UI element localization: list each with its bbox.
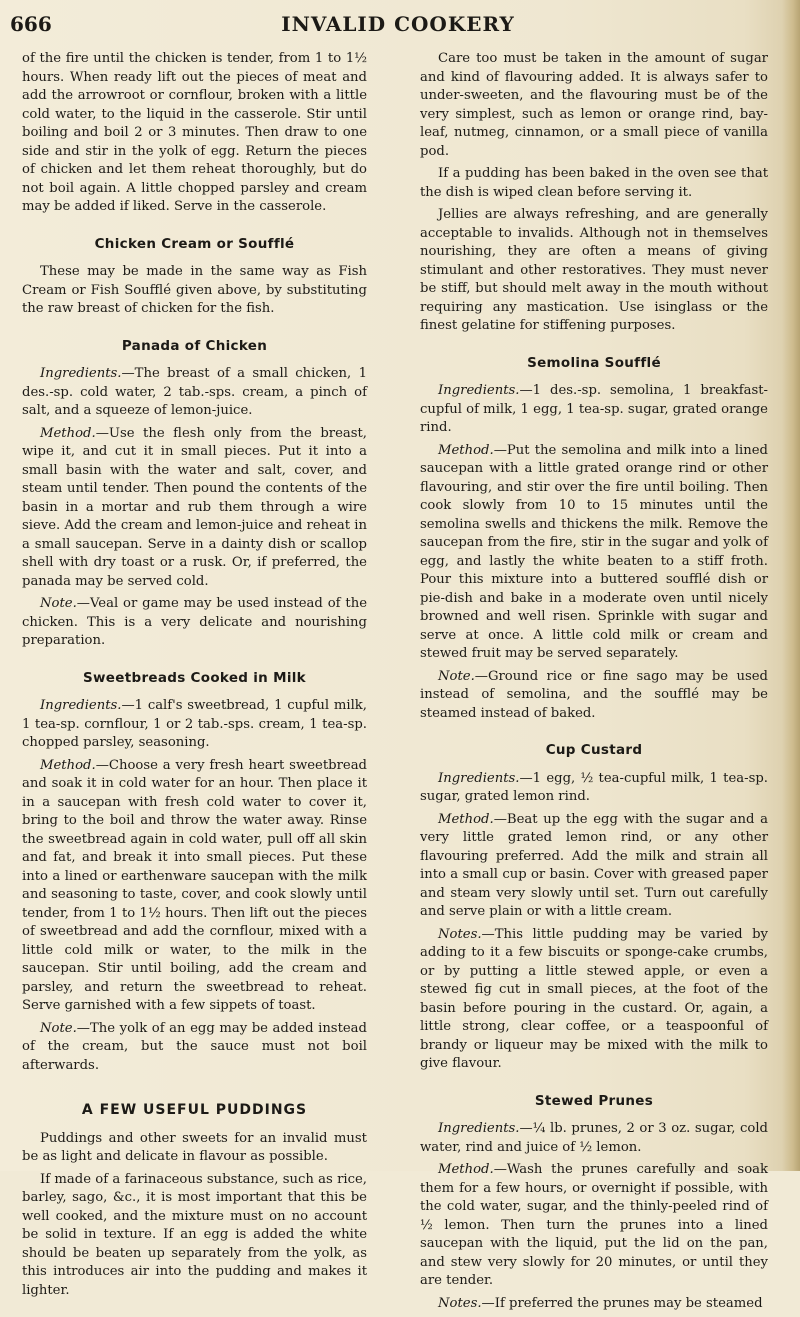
method-paragraph xyxy=(420,1161,768,1291)
ingredients-paragraph xyxy=(420,1120,768,1157)
ingredients-label: Ingredients. xyxy=(40,698,122,713)
method-text: —Use the flesh only from the breast, wipe it, and cut it in small pieces. Put it into a small basin with the water and salt, cover, and steam until tender. Then pound the contents of the basin in a mortar and rub them through a wire sieve. Add the cream and lemon-juice and reheat in a small saucepan. Serve in a dainty dish or scallop shell with dry toast or a rusk. Or, if preferred, the panada may be served cold. xyxy=(22,425,367,589)
section-title: Panada of Chicken xyxy=(121,337,268,354)
note-paragraph xyxy=(22,1020,367,1076)
note-label: Note. xyxy=(438,668,475,684)
ingredients-paragraph xyxy=(420,382,768,438)
note-text: —The yolk of an egg may be added instead of the cream, but the sauce must not boil afterwards. xyxy=(22,1020,367,1073)
method-text: —Beat up the egg with the sugar and a very little grated lemon rind, or any other flavouring preferred. Add the milk and strain all into a small cup or basin. Cover with greased paper and steam very slowly until set. Turn out carefully and serve plain or with a little cream. xyxy=(420,811,768,919)
page-header xyxy=(10,10,786,40)
ingredients-text: —1 des.-sp. semolina, 1 breakfast-cupful of milk, 1 egg, 1 tea-sp. sugar, grated orange rind. xyxy=(420,383,768,435)
note-paragraph xyxy=(420,668,768,724)
section-title: Sweetbreads Cooked in Milk xyxy=(83,669,306,686)
ingredients-paragraph xyxy=(420,770,768,807)
ingredients-label: Ingredients. xyxy=(438,1121,520,1136)
note-label: Notes. xyxy=(438,1295,482,1311)
body-paragraph: Care too must be taken in the amount of sugar and kind of flavouring added. It is always safer to under-sweeten, and the flavouring must be of the very simplest, such as lemon or orange rind, bay-leaf, nutmeg, cinnamon, or a small piece of vanilla pod. xyxy=(420,51,768,159)
note-label: Note. xyxy=(40,596,77,611)
method-label: Method. xyxy=(438,442,494,458)
body-paragraph: If made of a farinaceous substance, such as rice, barley, sago, &c., it is most important that this be well cooked, and the mixture must on no account be solid in texture. If an egg is added the white should be beaten up separately from the yolk, as this introduces air into the pudding and makes it lighter. xyxy=(22,1171,367,1298)
body-paragraph: Puddings and other sweets for an invalid must be as light and delicate in flavour as possible. xyxy=(22,1130,367,1164)
page-number: 666 xyxy=(10,12,52,36)
note-label: Notes. xyxy=(438,926,482,942)
body-paragraph: Jellies are always refreshing, and are generally acceptable to invalids. Although not in themselves nourishing, they are often a means of giving stimulant and other restoratives. They must never be stiff, but should melt away in the mouth without requiring any mastication. Use isinglass or the finest gelatine for stiffening purposes. xyxy=(420,207,768,333)
note-paragraph xyxy=(420,926,768,1074)
note-text: —Veal or game may be used instead of the chicken. This is a very delicate and nourishing preparation. xyxy=(22,596,367,648)
note-paragraph xyxy=(22,595,367,651)
section-title: Cup Custard xyxy=(545,742,643,758)
ingredients-paragraph xyxy=(22,365,367,421)
method-label: Method. xyxy=(438,1162,494,1177)
note-text: —This little pudding may be varied by adding to it a few biscuits or sponge-cake crumbs, or by putting a little stewed apple, or even a stewed fig cut in small pieces, at the foot of the basin before pouring in the custard. Or, again, a little strong, clear coffee, or a teaspoonful of brandy or liqueur may be mixed with the milk to give flavour. xyxy=(420,926,768,1071)
note-paragraph xyxy=(420,1295,768,1314)
section-title: Semolina Soufflé xyxy=(527,354,661,371)
method-label: Method. xyxy=(40,757,96,773)
ingredients-text: —1 egg, ½ tea-cupful milk, 1 tea-sp. sugar, grated lemon rind. xyxy=(420,770,768,804)
section-title: Stewed Prunes xyxy=(534,1092,654,1109)
method-label: Method. xyxy=(438,811,494,827)
ingredients-text: —¼ lb. prunes, 2 or 3 oz. sugar, cold water, rind and juice of ½ lemon. xyxy=(420,1121,768,1155)
method-text: —Wash the prunes carefully and soak them for a few hours, or overnight if possible, with the cold water, sugar, and the thinly-peeled rind of ½ lemon. Then turn the prunes into a lined saucepan with the liquid, put the lid on the pan, and stew very slowly for 20 minutes, or until they are tender. xyxy=(420,1162,768,1288)
right-column xyxy=(420,50,768,1317)
ingredients-text: —1 calf's sweetbread, 1 cupful milk, 1 tea-sp. cornflour, 1 or 2 tab.-sps. cream, 1 tea-sp. chopped parsley, seasoning. xyxy=(22,698,367,750)
method-paragraph xyxy=(22,425,367,592)
note-text: —Ground rice or fine sago may be used instead of semolina, and the soufflé may be steamed instead of baked. xyxy=(420,668,768,721)
left-column xyxy=(22,50,367,1304)
running-title: INVALID COOKERY xyxy=(281,12,515,36)
note-text: —If preferred the prunes may be steamed xyxy=(481,1295,763,1311)
method-text: —Put the semolina and milk into a lined saucepan with a little grated orange rind or other flavouring, and stir over the fire until boiling. Then cook slowly from 10 to 15 minutes until the semolina swells and thickens the milk. Remove the saucepan from the fire, stir in the sugar and yolk of egg, and lastly the white beaten to a stiff froth. Pour this mixture into a buttered soufflé dish or pie-dish and bake in a moderate oven until nicely browned and well risen. Sprinkle with sugar and serve at once. A little cold milk or cream and stewed fruit may be served separately. xyxy=(420,442,768,661)
method-label: Method. xyxy=(40,425,96,441)
chapter-heading: A FEW USEFUL PUDDINGS xyxy=(81,1102,308,1118)
page-edge-shadow xyxy=(782,0,800,1171)
method-text: —Choose a very fresh heart sweetbread and soak it in cold water for an hour. Then place it in a saucepan with fresh cold water to cover it, bring to the boil and throw the water away. Rinse the sweetbread again in cold water, pull off all skin and fat, and break it into small pieces. Put these into a lined or earthenware saucepan with the milk and seasoning to taste, cover, and cook slowly until tender, from 1 to 1½ hours. Then lift out the pieces of sweetbread and add the cornflour, mixed with a little cold milk or water, to the milk in the saucepan. Stir until boiling, add the cream and parsley, and return the sweetbread to reheat. Serve garnished with a few sippets of toast. xyxy=(22,757,367,1013)
section-body: These may be made in the same way as Fish Cream or Fish Soufflé given above, by substituting the raw breast of chicken for the fish. xyxy=(22,264,367,316)
method-paragraph xyxy=(420,811,768,922)
ingredients-label: Ingredients. xyxy=(40,366,122,381)
section-title: Chicken Cream or Soufflé xyxy=(94,235,295,252)
ingredients-label: Ingredients. xyxy=(438,770,520,786)
body-paragraph: If a pudding has been baked in the oven see that the dish is wiped clean before serving it. xyxy=(420,166,768,200)
ingredients-paragraph xyxy=(22,697,367,753)
method-paragraph xyxy=(22,757,367,1016)
ingredients-text: —The breast of a small chicken, 1 des.-sp. cold water, 2 tab.-sps. cream, a pinch of salt, and a squeeze of lemon-juice. xyxy=(22,366,367,418)
ingredients-label: Ingredients. xyxy=(438,383,520,398)
continued-paragraph: of the fire until the chicken is tender, from 1 to 1½ hours. When ready lift out the pieces of meat and add the arrowroot or cornflour, broken with a little cold water, to the liquid in the casserole. Stir until boiling and boil 2 or 3 minutes. Then draw to one side and stir in the yolk of egg. Return the pieces of chicken and let them reheat thoroughly, but do not boil again. A little chopped parsley and cream may be added if liked. Serve in the casserole. xyxy=(22,51,367,214)
note-label: Note. xyxy=(40,1020,77,1036)
method-paragraph xyxy=(420,442,768,664)
